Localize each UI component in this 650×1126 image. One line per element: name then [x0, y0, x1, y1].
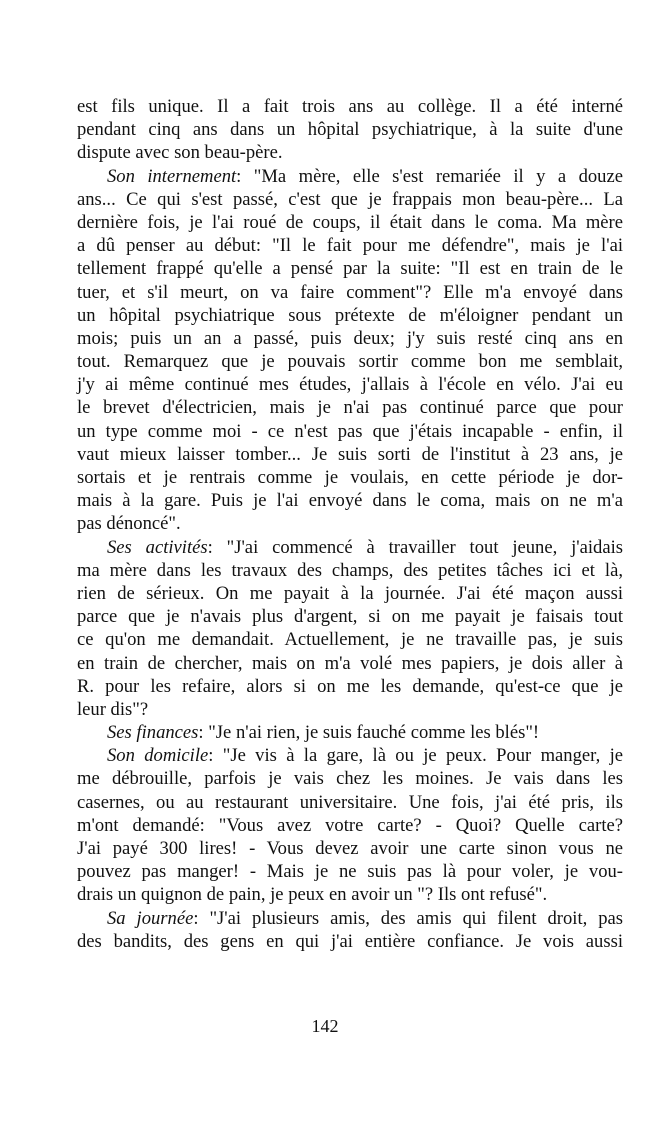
line-text: casernes, ou au restaurant universitaire. Une fois, j'ai été pris, ils — [77, 791, 623, 813]
text-line — [77, 443, 623, 466]
line-text: j'y ai même continué mes études, j'allais à l'école en vélo. J'ai eu — [77, 374, 623, 396]
text-line — [77, 118, 623, 141]
section-heading: Sa journée — [107, 907, 194, 929]
text-line — [77, 373, 623, 396]
text-line — [77, 605, 623, 628]
line-text: R. pour les refaire, alors si on me les demande, qu'est-ce que je — [77, 675, 623, 697]
text-line — [77, 304, 623, 327]
text-line — [77, 211, 623, 234]
text-line — [77, 466, 623, 489]
line-text: leur dis"? — [77, 698, 149, 720]
text-line — [77, 652, 623, 675]
text-line — [77, 559, 623, 582]
line-text: : "J'ai plusieurs amis, des amis qui filent droit, pas — [193, 907, 623, 929]
text-line — [77, 420, 623, 443]
text-line — [77, 257, 623, 280]
line-text: en train de chercher, mais on m'a volé mes papiers, je dois aller à — [77, 652, 623, 674]
text-line — [77, 860, 623, 883]
line-text: dispute avec son beau-père. — [77, 142, 283, 164]
line-text: tout. Remarquez que je pouvais sortir comme bon me semblait, — [77, 351, 623, 373]
text-line — [77, 767, 623, 790]
page-body — [77, 95, 623, 953]
line-text: tuer, et s'il meurt, on va faire comment"? Elle m'a envoyé dans — [77, 281, 623, 303]
line-text: un type comme moi - ce n'est pas que j'étais incapable - enfin, il — [77, 420, 623, 442]
line-text: drais un quignon de pain, je peux en avoir un "? Ils ont refusé". — [77, 884, 548, 906]
page-number: 142 — [311, 1016, 339, 1036]
text-line — [77, 536, 623, 559]
line-text: rien de sérieux. On me payait à la journée. J'ai été maçon aussi — [77, 582, 623, 604]
text-line — [77, 327, 623, 350]
text-line — [77, 883, 623, 906]
text-line — [77, 512, 623, 535]
text-line — [77, 396, 623, 419]
line-text: sortais et je rentrais comme je voulais, en cette période je dor- — [77, 467, 623, 488]
text-line — [77, 234, 623, 257]
line-text: un hôpital psychiatrique sous prétexte de m'éloigner pendant un — [77, 304, 623, 326]
line-text: ce qu'on me demandait. Actuellement, je ne travaille pas, je suis — [77, 629, 623, 651]
text-line — [77, 165, 623, 188]
line-text: parce que je n'avais plus d'argent, si on me payait je faisais tout — [77, 606, 623, 628]
text-line — [77, 837, 623, 860]
text-line — [77, 628, 623, 651]
text-line — [77, 188, 623, 211]
text-line — [77, 791, 623, 814]
section-heading: Son internement — [107, 165, 237, 187]
line-text: tellement frappé qu'elle a pensé par la suite: "Il est en train de le — [77, 258, 623, 280]
text-line — [77, 814, 623, 837]
text-line — [77, 930, 623, 953]
text-line — [77, 675, 623, 698]
text-line — [77, 350, 623, 373]
text-line — [77, 95, 623, 118]
line-text: mais à la gare. Puis je l'ai envoyé dans le coma, mais on ne m'a — [77, 490, 623, 512]
section-heading: Ses finances — [107, 722, 199, 744]
line-text: : "Ma mère, elle s'est remariée il y a douze — [236, 165, 623, 187]
line-text: : "Je n'ai rien, je suis fauché comme les blés"! — [198, 722, 540, 744]
text-line — [77, 281, 623, 304]
text-line — [77, 698, 623, 721]
section-heading: Ses activités — [107, 536, 208, 558]
line-text: : "J'ai commencé à travailler tout jeune, j'aidais — [207, 536, 623, 558]
line-text: dernière fois, je l'ai roué de coups, il était dans le coma. Ma mère — [77, 211, 623, 233]
line-text: : "Je vis à la gare, là ou je peux. Pour manger, je — [208, 745, 623, 767]
text-line — [77, 582, 623, 605]
line-text: mois; puis un an a passé, puis deux; j'y suis resté cinq ans en — [77, 327, 623, 349]
line-text: pouvez pas manger! - Mais je ne suis pas là pour voler, je vou- — [77, 861, 623, 883]
text-line — [77, 141, 623, 164]
line-text: des bandits, des gens en qui j'ai entière confiance. Je vois aussi — [77, 930, 623, 952]
text-line — [77, 489, 623, 512]
text-line — [77, 744, 623, 767]
line-text: vaut mieux laisser tomber... Je suis sorti de l'institut à 23 ans, je — [77, 443, 623, 465]
line-text: me débrouille, parfois je vais chez les moines. Je vais dans les — [77, 768, 623, 790]
line-text: pas dénoncé". — [77, 513, 181, 535]
line-text: pendant cinq ans dans un hôpital psychiatrique, à la suite d'une — [77, 119, 623, 141]
section-heading: Son domicile — [107, 745, 209, 767]
text-line — [77, 907, 623, 930]
line-text: J'ai payé 300 lires! - Vous devez avoir une carte sinon vous ne — [77, 838, 623, 859]
line-text: est fils unique. Il a fait trois ans au collège. Il a été interné — [77, 96, 623, 117]
line-text: a dû penser au début: "Il le fait pour me défendre", mais je l'ai — [77, 235, 623, 257]
line-text: le brevet d'électricien, mais je n'ai pas continué parce que pour — [77, 397, 623, 419]
line-text: ma mère dans les travaux des champs, des petites tâches ici et là, — [77, 559, 623, 581]
line-text: ans... Ce qui s'est passé, c'est que je frappais mon beau-père... La — [77, 188, 623, 210]
line-text: m'ont demandé: "Vous avez votre carte? - Quoi? Quelle carte? — [77, 814, 623, 836]
text-line — [77, 721, 623, 744]
